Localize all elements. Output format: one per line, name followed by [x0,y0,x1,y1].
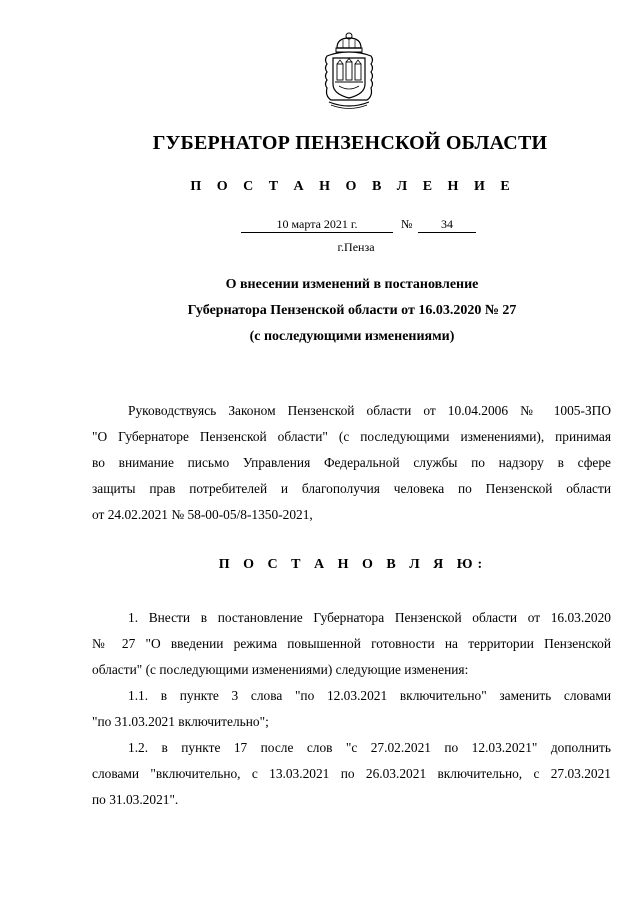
paragraph-line: Руководствуясь Законом Пензенской области от 10.04.2006 № 1005-ЗПО [128,403,611,418]
item-1-1-paragraph [92,683,611,735]
document-date: 10 марта 2021 г. [241,216,393,233]
subject-line: О внесении изменений в постановление [225,277,479,292]
subject-line: (с последующими изменениями) [249,329,455,344]
paragraph-line: защиты прав потребителей и благополучия человека по Пензенской области [92,481,611,496]
paragraph-line: по 31.03.2021". [92,792,179,807]
paragraph-line: от 24.02.2021 № 58-00-05/8-1350-2021, [92,507,313,522]
document-type: П О С Т А Н О В Л Е Н И Е [190,179,516,194]
paragraph-line: № 27 "О введении режима повышенной готовности на территории Пензенской [92,636,611,651]
paragraph-line: 1.1. в пункте 3 слова "по 12.03.2021 включительно" заменить словами [128,688,611,703]
paragraph-line: 1.2. в пункте 17 после слов "с 27.02.2021 по 12.03.2021" дополнить [128,740,611,755]
item-1-paragraph [92,605,611,683]
paragraph-line: 1. Внести в постановление Губернатора Пензенской области от 16.03.2020 [128,610,611,625]
subject-line: Губернатора Пензенской области от 16.03.2020 № 27 [187,303,517,318]
item-1-2-paragraph [92,735,611,813]
number-sign: № [401,217,413,231]
paragraph-line: области" (с последующими изменениями) следующие изменения: [92,662,469,677]
preamble-paragraph [92,398,611,528]
paragraph-line: "по 31.03.2021 включительно"; [92,714,269,729]
document-subject [0,272,640,350]
document-city: г.Пенза [337,240,375,254]
paragraph-line: "О Губернаторе Пензенской области" (с последующими изменениями), принимая [92,429,611,444]
issuer-title: ГУБЕРНАТОР ПЕНЗЕНСКОЙ ОБЛАСТИ [152,132,548,154]
coat-of-arms-icon [321,30,377,112]
document-number: 34 [418,216,476,233]
paragraph-line: словами "включительно, с 13.03.2021 по 26.03.2021 включительно, с 27.03.2021 [92,766,611,781]
paragraph-line: во внимание письмо Управления Федеральной службы по надзору в сфере [92,455,611,470]
decree-heading: П О С Т А Н О В Л Я Ю: [218,557,488,572]
